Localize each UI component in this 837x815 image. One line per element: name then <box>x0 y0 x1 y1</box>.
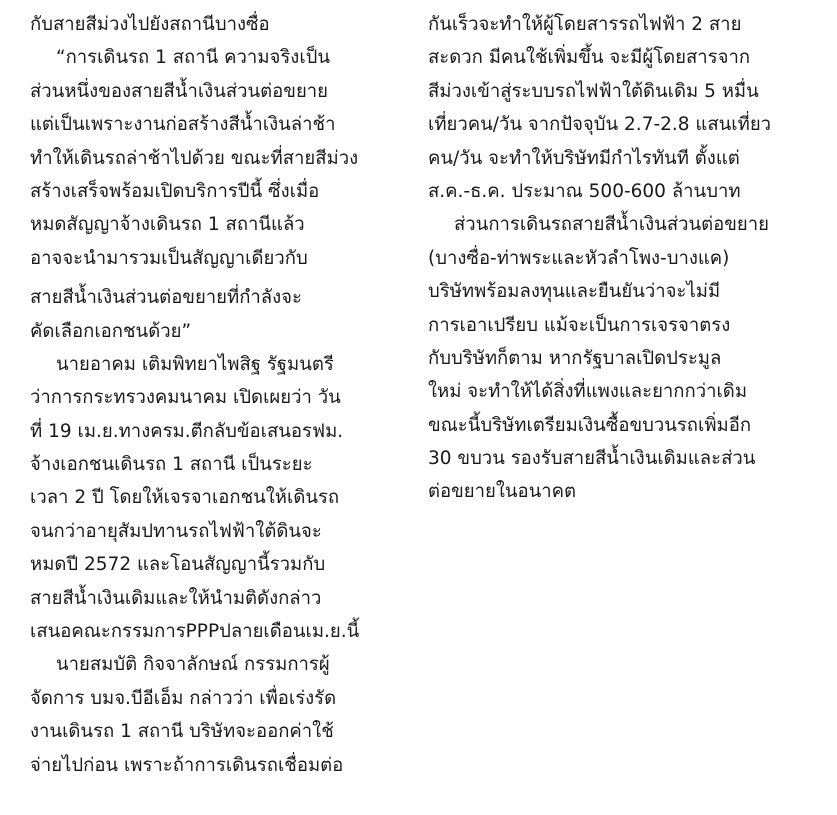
text-line: สายสีน้ำเงินส่วนต่อขยายที่กำลังจะ <box>30 287 302 309</box>
text-line: การเอาเปรียบ แม้จะเป็นการเจรจาตรง <box>428 314 731 336</box>
text-line: (บางซื่อ-ท่าพระและหัวลำโพง-บางแค) <box>428 247 730 269</box>
text-line: ต่อขยายในอนาคต <box>428 481 577 503</box>
text-line: แต่เป็นเพราะงานก่อสร้างสีน้ำเงินล่าช้า <box>30 114 336 136</box>
text-line: 30 ขบวน รองรับสายสีน้ำเงินเดิมและส่วน <box>428 448 756 470</box>
article-column-left <box>30 8 400 782</box>
text-line: ส่วนการเดินรถสายสีน้ำเงินส่วนต่อขยาย <box>454 214 769 236</box>
text-line: สร้างเสร็จพร้อมเปิดบริการปีนี้ ซึ่งเมื่อ <box>30 180 320 202</box>
text-line: จนกว่าอายุสัมปทานรถไฟฟ้าใต้ดินจะ <box>30 520 322 542</box>
text-line: ที่ 19 เม.ย.ทางครม.ตีกลับข้อเสนอรฟม. <box>30 420 344 442</box>
text-line: เที่ยวคน/วัน จากปัจจุบัน 2.7-2.8 แสนเที่ยว <box>428 114 772 136</box>
text-line: อาจจะนำมารวมเป็นสัญญาเดียวกับ <box>30 247 308 269</box>
text-line: บริษัทพร้อมลงทุนและยืนยันว่าจะไม่มี <box>428 281 721 303</box>
text-line: ส.ค.-ธ.ค. ประมาณ 500-600 ล้านบาท <box>428 180 741 202</box>
text-line: ใหม่ จะทำให้ได้สิ่งที่แพงและยากกว่าเดิม <box>428 381 748 403</box>
text-line: นายอาคม เติมพิทยาไพสิฐ รัฐมนตรี <box>56 353 334 375</box>
text-line: ว่าการกระทรวงคมนาคม เปิดเผยว่า วัน <box>30 387 341 409</box>
text-line: ทำให้เดินรถล่าช้าไปด้วย ขณะที่สายสีม่วง <box>30 147 359 169</box>
article-column-right <box>428 8 800 509</box>
text-line: ขณะนี้บริษัทเตรียมเงินซื้อขบวนรถเพิ่มอีก <box>428 414 752 436</box>
text-line: คน/วัน จะทำให้บริษัทมีกำไรทันที ตั้งแต่ <box>428 147 740 169</box>
text-line: กับสายสีม่วงไปยังสถานีบางซื่อ <box>30 14 270 35</box>
text-line: กันเร็วจะทำให้ผู้โดยสารรถไฟฟ้า 2 สาย <box>428 14 742 35</box>
text-line: สีม่วงเข้าสู่ระบบรถไฟฟ้าใต้ดินเดิม 5 หมื่น <box>428 80 759 102</box>
text-line: งานเดินรถ 1 สถานี บริษัทจะออกค่าใช้ <box>30 721 334 743</box>
text-line: “การเดินรถ 1 สถานี ความจริงเป็น <box>56 47 331 69</box>
text-line: หมดสัญญาจ้างเดินรถ 1 สถานีแล้ว <box>30 214 305 236</box>
text-line: จ้างเอกชนเดินรถ 1 สถานี เป็นระยะ <box>30 454 313 476</box>
text-line: สายสีน้ำเงินเดิมและให้นำมติดังกล่าว <box>30 587 322 609</box>
text-line: นายสมบัติ กิจจาลักษณ์ กรรมการผู้ <box>56 654 330 676</box>
text-line: ส่วนหนึ่งของสายสีน้ำเงินส่วนต่อขยาย <box>30 80 329 102</box>
text-line: หมดปี 2572 และโอนสัญญานี้รวมกับ <box>30 554 326 576</box>
text-line: กับบริษัทก็ตาม หากรัฐบาลเปิดประมูล <box>428 347 722 369</box>
text-line: จ่ายไปก่อน เพราะถ้าการเดินรถเชื่อมต่อ <box>30 754 344 776</box>
text-line: เสนอคณะกรรมการPPPปลายเดือนเม.ย.นี้ <box>30 621 360 643</box>
text-line: คัดเลือกเอกชนด้วย” <box>30 320 192 342</box>
text-line: สะดวก มีคนใช้เพิ่มขึ้น จะมีผู้โดยสารจาก <box>428 47 751 69</box>
text-line: จัดการ บมจ.บีอีเอ็ม กล่าวว่า เพื่อเร่งรัด <box>30 687 337 709</box>
text-line: เวลา 2 ปี โดยให้เจรจาเอกชนให้เดินรถ <box>30 487 340 509</box>
